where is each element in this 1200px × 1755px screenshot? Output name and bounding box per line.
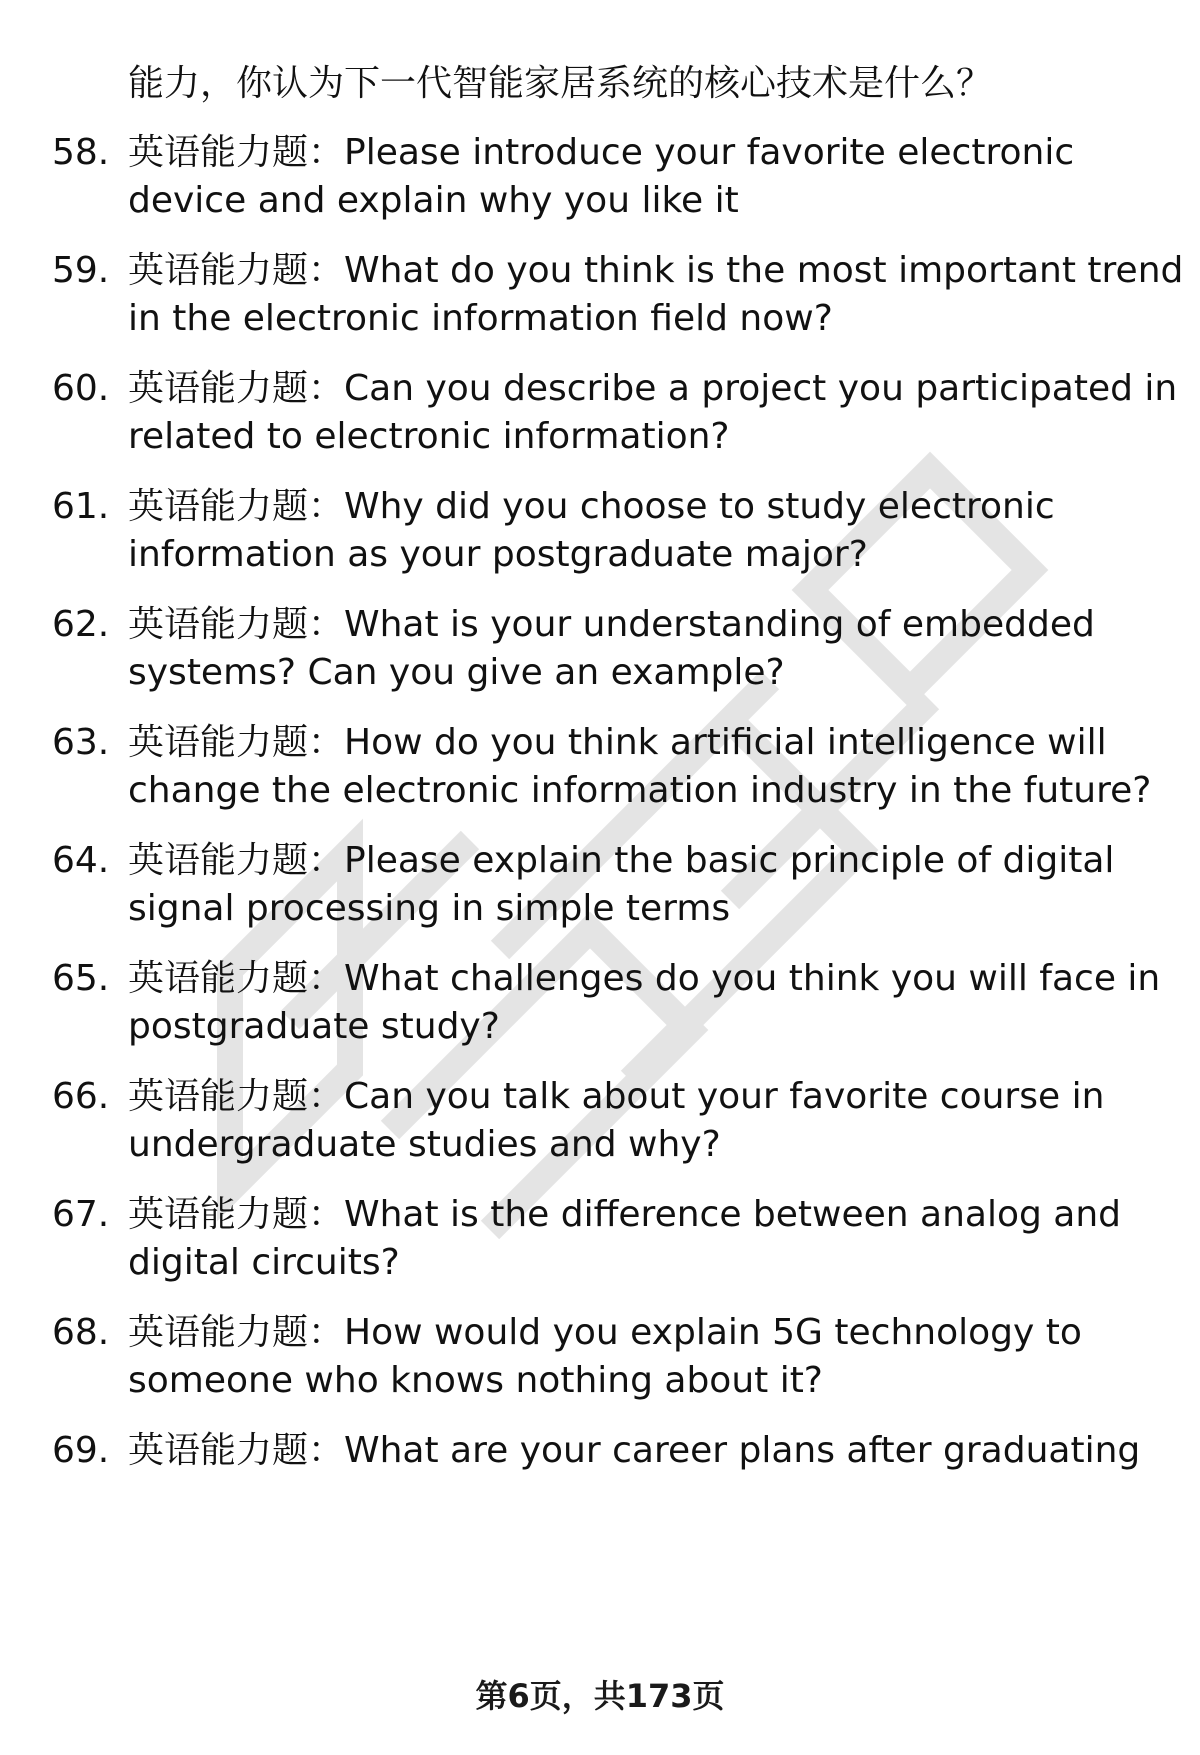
question-number: 59. xyxy=(52,250,110,291)
question-number: 63. xyxy=(52,722,110,763)
question-number: 69. xyxy=(52,1430,110,1471)
page-number-footer: 第6页，共173页 xyxy=(475,1677,725,1715)
question-text: 英语能力题：How would you explain 5G technology to someone who knows nothing about it? xyxy=(128,1312,1082,1401)
question-text: 英语能力题：What do you think is the most important trend in the electronic information field now? xyxy=(128,250,1184,339)
question-number: 66. xyxy=(52,1076,110,1117)
question-number: 65. xyxy=(52,958,110,999)
question-text: 英语能力题：Why did you choose to study electronic information as your postgraduate major? xyxy=(128,486,1055,575)
question-text: 英语能力题：Can you describe a project you participated in related to electronic information? xyxy=(128,368,1178,457)
question-text: 英语能力题：Please introduce your favorite electronic device and explain why you like it xyxy=(128,132,1075,221)
question-number: 68. xyxy=(52,1312,110,1353)
question-text: 英语能力题：What is the difference between analog and digital circuits? xyxy=(128,1194,1122,1283)
question-text: 英语能力题：What is your understanding of embedded systems? Can you give an example? xyxy=(128,604,1095,693)
question-text: 英语能力题：What challenges do you think you will face in postgraduate study? xyxy=(128,958,1161,1047)
question-text: 英语能力题：Please explain the basic principle of digital signal processing in simple terms xyxy=(128,840,1115,929)
continued-question-text: 能力，你认为下一代智能家居系统的核心技术是什么？ xyxy=(128,63,993,104)
question-text: 英语能力题：Can you talk about your favorite course in undergraduate studies and why? xyxy=(128,1076,1105,1165)
question-number: 62. xyxy=(52,604,110,645)
question-number: 58. xyxy=(52,132,110,173)
question-number: 60. xyxy=(52,368,110,409)
question-number: 64. xyxy=(52,840,110,881)
question-text: 英语能力题：What are your career plans after graduating xyxy=(128,1430,1141,1471)
question-number: 61. xyxy=(52,486,110,527)
question-text: 英语能力题：How do you think artificial intelligence will change the electronic information industry in the future? xyxy=(128,722,1152,811)
question-number: 67. xyxy=(52,1194,110,1235)
